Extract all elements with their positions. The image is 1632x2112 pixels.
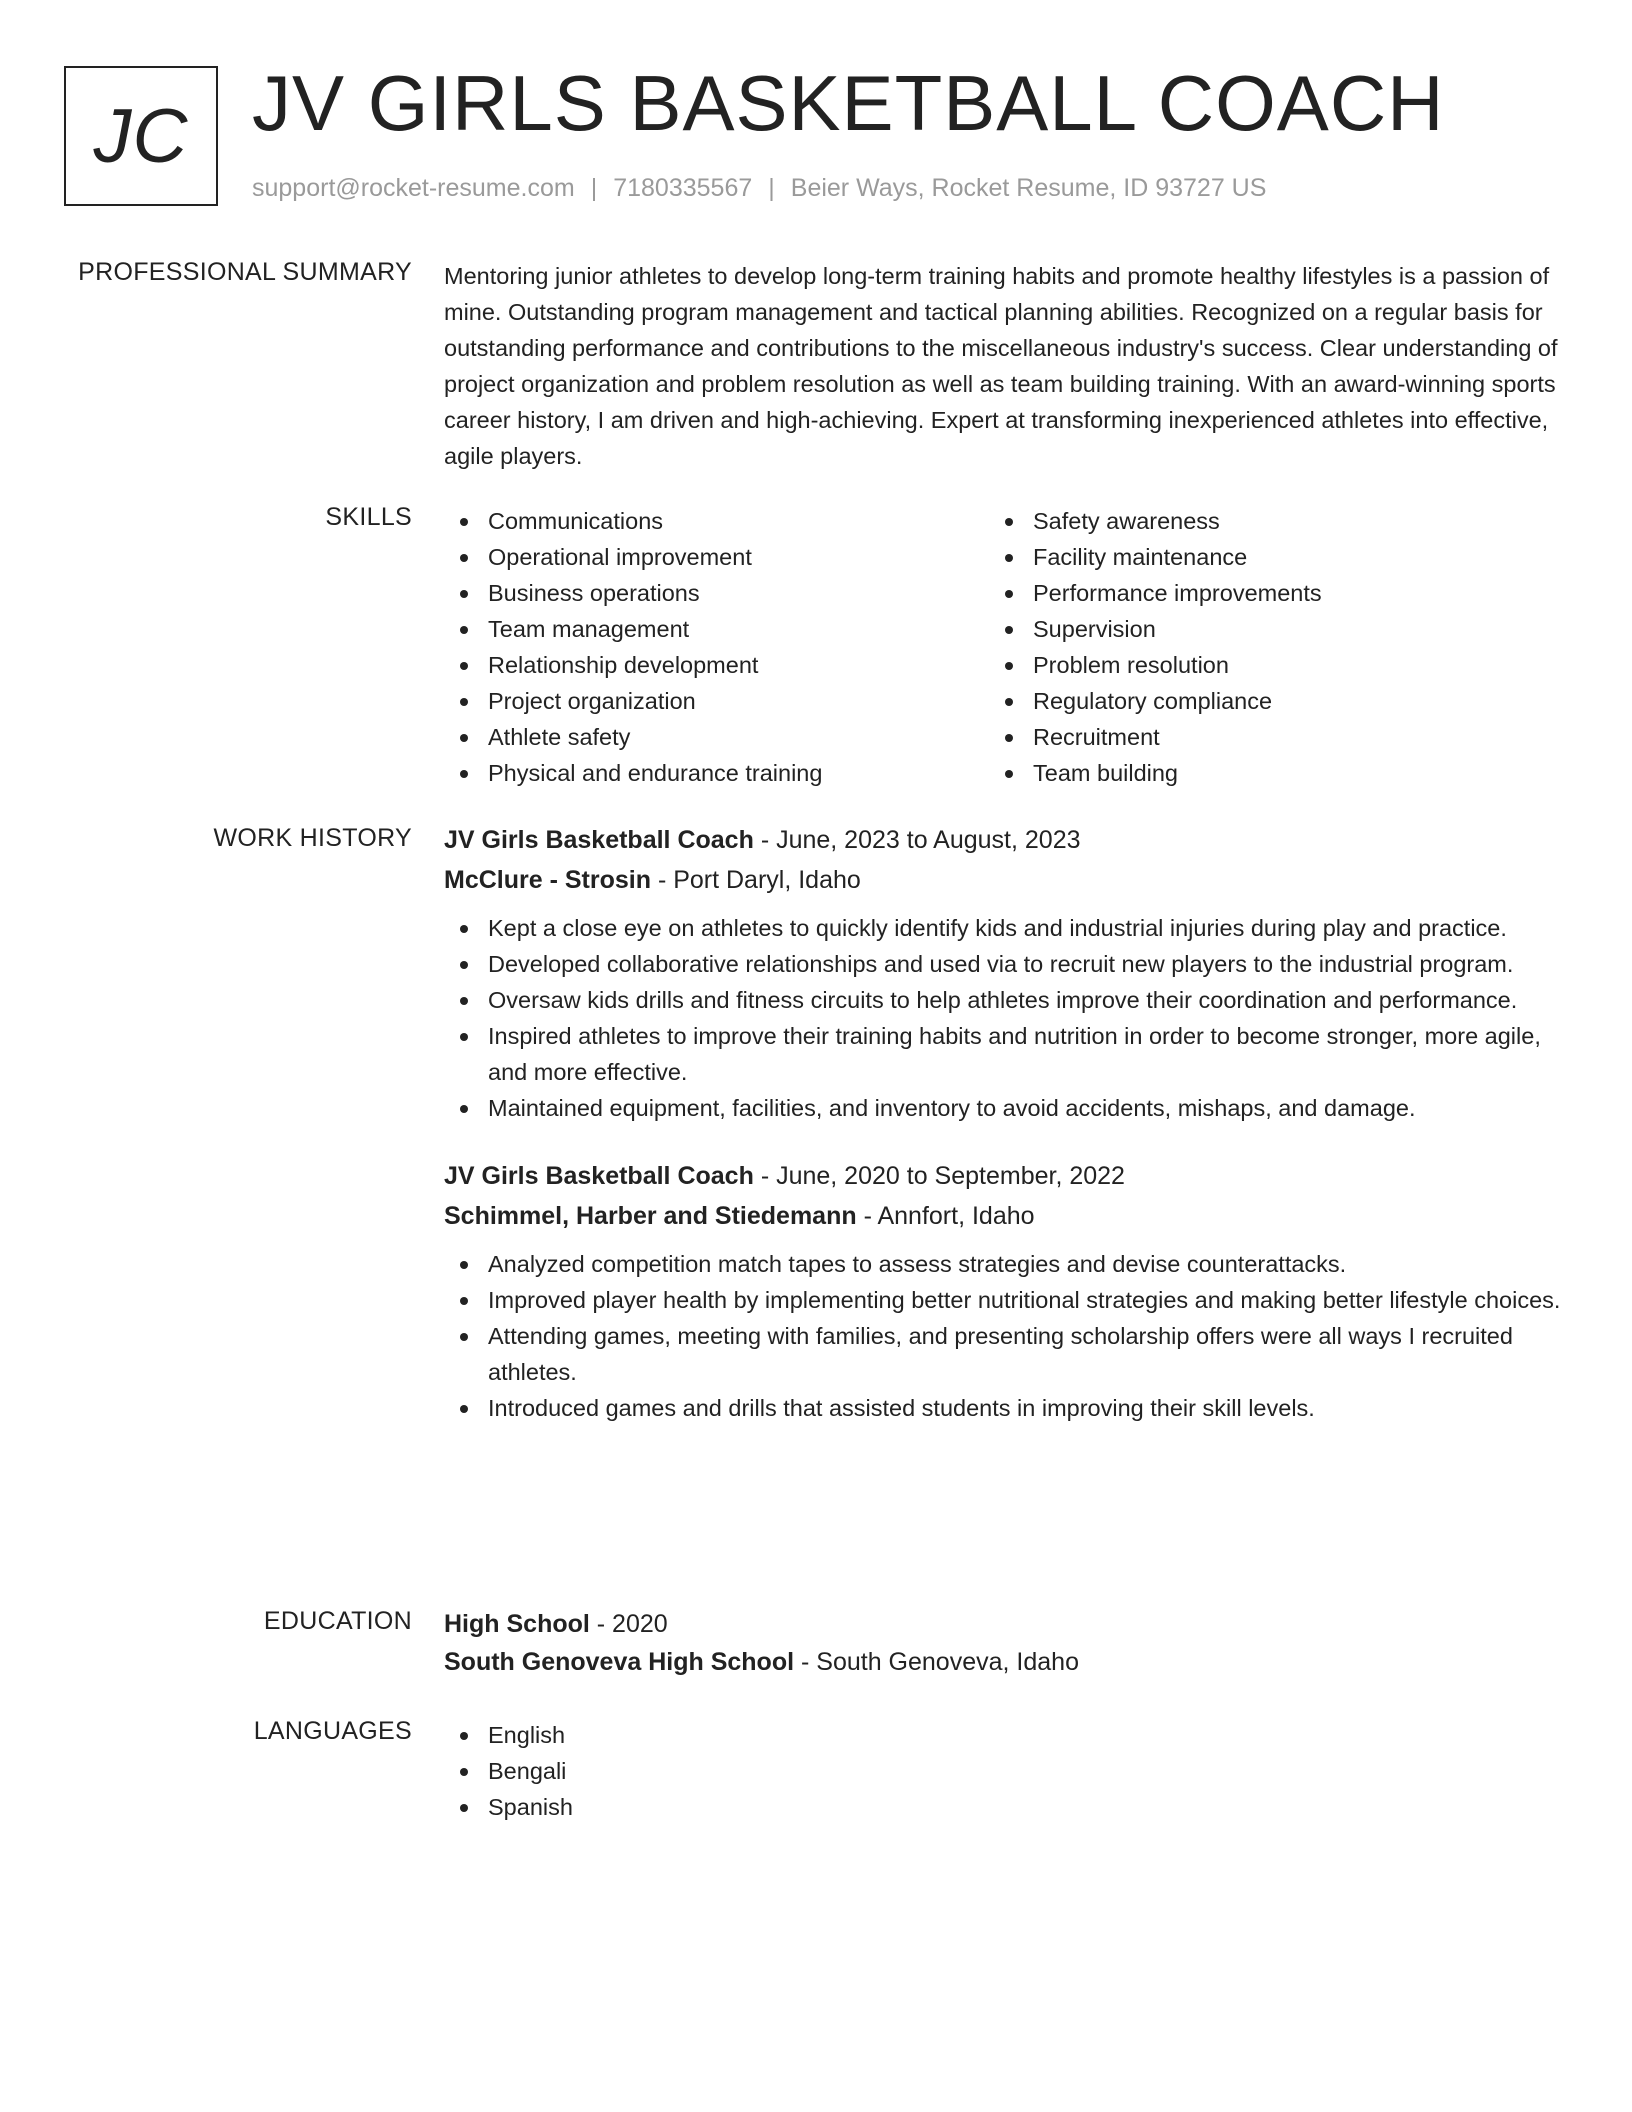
education-location: - South Genoveva, Idaho [801, 1648, 1079, 1676]
contact-line [252, 174, 1266, 203]
skill-item-text: Performance improvements [1033, 580, 1322, 606]
skill-item [444, 611, 989, 647]
job-bullet [444, 1390, 1562, 1426]
bullet-dot-icon [460, 626, 468, 634]
language-item-text: Spanish [488, 1794, 573, 1820]
job-bullet [444, 946, 1562, 982]
skill-item [989, 575, 1534, 611]
skill-item [444, 647, 989, 683]
section-label-work: WORK HISTORY [213, 824, 412, 852]
education-school-line [444, 1643, 1562, 1681]
skill-item [444, 539, 989, 575]
bullet-dot-icon [460, 1297, 468, 1305]
summary-body [444, 258, 1562, 474]
skills-list-left [444, 503, 989, 791]
job-title-line [444, 1156, 1562, 1196]
bullet-dot-icon [460, 1261, 468, 1269]
bullet-dot-icon [1005, 518, 1013, 526]
bullet-dot-icon [1005, 734, 1013, 742]
job-bullet [444, 1246, 1562, 1282]
skill-item-text: Relationship development [488, 652, 759, 678]
skill-item-text: Physical and endurance training [488, 760, 823, 786]
contact-email[interactable]: support@rocket-resume.com [252, 174, 575, 202]
skill-item-text: Safety awareness [1033, 508, 1220, 534]
job-entry [444, 820, 1562, 1126]
language-item-text: English [488, 1722, 566, 1748]
job-bullet-text: Developed collaborative relationships and used via to recruit new players to the industrial program. [488, 951, 1514, 977]
bullet-dot-icon [460, 925, 468, 933]
skill-item-text: Project organization [488, 688, 696, 714]
skill-item-text: Regulatory compliance [1033, 688, 1273, 714]
bullet-dot-icon [460, 1768, 468, 1776]
contact-separator: | [590, 174, 598, 202]
skill-item-text: Supervision [1033, 616, 1156, 642]
section-label-summary: PROFESSIONAL SUMMARY [78, 258, 412, 286]
job-bullet-text: Attending games, meeting with families, and presenting scholarship offers were all ways I recruited athletes. [488, 1323, 1513, 1385]
education-degree-line [444, 1605, 1562, 1643]
job-bullet-text: Maintained equipment, facilities, and inventory to avoid accidents, mishaps, and damage. [488, 1095, 1416, 1121]
education-body [444, 1605, 1562, 1681]
bullet-dot-icon [1005, 554, 1013, 562]
job-bullet [444, 1090, 1562, 1126]
job-location: - Port Daryl, Idaho [657, 866, 861, 894]
job-entry [444, 1156, 1562, 1426]
bullet-dot-icon [460, 961, 468, 969]
language-item [444, 1717, 1562, 1753]
job-bullet-text: Introduced games and drills that assisted students in improving their skill levels. [488, 1395, 1315, 1421]
bullet-dot-icon [460, 590, 468, 598]
job-bullet-text: Inspired athletes to improve their training habits and nutrition in order to become stronger, more agile, and more effective. [488, 1023, 1541, 1085]
bullet-dot-icon [460, 1105, 468, 1113]
job-dates: - June, 2020 to September, 2022 [760, 1162, 1125, 1190]
job-company-line [444, 860, 1562, 900]
education-degree: High School [444, 1610, 590, 1638]
skill-item-text: Problem resolution [1033, 652, 1229, 678]
skill-item [444, 755, 989, 791]
bullet-dot-icon [460, 1804, 468, 1812]
monogram-box [64, 66, 218, 206]
education-school: South Genoveva High School [444, 1648, 795, 1676]
language-item [444, 1753, 1562, 1789]
skill-item-text: Team building [1033, 760, 1179, 786]
job-bullet-text: Oversaw kids drills and fitness circuits to help athletes improve their coordination and performance. [488, 987, 1518, 1013]
skill-item-text: Team management [488, 616, 690, 642]
education-year: - 2020 [596, 1610, 668, 1638]
skill-item [989, 755, 1534, 791]
skill-item [989, 503, 1534, 539]
skills-list-right [989, 503, 1534, 791]
section-label-languages: LANGUAGES [253, 1717, 412, 1745]
language-item [444, 1789, 1562, 1825]
skill-item [444, 683, 989, 719]
bullet-dot-icon [460, 518, 468, 526]
job-company: Schimmel, Harber and Stiedemann [444, 1202, 857, 1230]
bullet-dot-icon [460, 1033, 468, 1041]
skill-item-text: Communications [488, 508, 664, 534]
bullet-dot-icon [460, 997, 468, 1005]
bullet-dot-icon [460, 734, 468, 742]
job-title: JV Girls Basketball Coach [444, 826, 754, 854]
skills-body [444, 503, 1562, 791]
job-bullet [444, 910, 1562, 946]
languages-list [444, 1717, 1562, 1825]
bullet-dot-icon [1005, 662, 1013, 670]
skill-item [989, 719, 1534, 755]
job-bullet [444, 1282, 1562, 1318]
bullet-dot-icon [460, 770, 468, 778]
job-bullets [444, 1246, 1562, 1426]
job-bullet [444, 1018, 1562, 1090]
job-bullet [444, 1318, 1562, 1390]
skill-item-text: Business operations [488, 580, 700, 606]
bullet-dot-icon [460, 1732, 468, 1740]
work-body [444, 820, 1562, 1426]
skill-item [989, 611, 1534, 647]
skill-item-text: Recruitment [1033, 724, 1160, 750]
job-bullet-text: Improved player health by implementing better nutritional strategies and making better lifestyle choices. [488, 1287, 1561, 1313]
job-company-line [444, 1196, 1562, 1236]
section-label-education: EDUCATION [263, 1607, 412, 1635]
language-item-text: Bengali [488, 1758, 567, 1784]
monogram-initials: JC [93, 93, 189, 179]
job-bullets [444, 910, 1562, 1126]
resume-title: JV GIRLS BASKETBALL COACH [252, 59, 1445, 147]
skill-item [989, 647, 1534, 683]
bullet-dot-icon [1005, 626, 1013, 634]
bullet-dot-icon [460, 662, 468, 670]
job-dates: - June, 2023 to August, 2023 [760, 826, 1081, 854]
contact-phone[interactable]: 7180335567 [613, 174, 753, 202]
bullet-dot-icon [1005, 698, 1013, 706]
summary-text: Mentoring junior athletes to develop long-term training habits and promote healthy lifestyles is a passion of mine. Outstanding program management and tactical planning abilities. Recognized on a regular basis for outstanding performance and contributions to the miscellaneous industry's success. Clear understanding of project organization and problem resolution as well as team building training. With an award-winning sports career history, I am driven and high-achieving. Expert at transforming inexperienced athletes into effective, agile players. [444, 263, 1558, 469]
job-bullet [444, 982, 1562, 1018]
skill-item-text: Facility maintenance [1033, 544, 1248, 570]
skill-item [989, 539, 1534, 575]
bullet-dot-icon [460, 1405, 468, 1413]
contact-separator: | [768, 174, 775, 202]
job-company: McClure - Strosin [444, 866, 651, 894]
skill-item-text: Athlete safety [488, 724, 631, 750]
skill-item [989, 683, 1534, 719]
bullet-dot-icon [1005, 770, 1013, 778]
bullet-dot-icon [460, 1333, 468, 1341]
skill-item [444, 503, 989, 539]
job-bullet-text: Analyzed competition match tapes to assess strategies and devise counterattacks. [488, 1251, 1347, 1277]
skill-item [444, 719, 989, 755]
section-label-skills: SKILLS [325, 503, 412, 531]
job-title-line [444, 820, 1562, 860]
bullet-dot-icon [460, 554, 468, 562]
languages-body [444, 1717, 1562, 1825]
bullet-dot-icon [1005, 590, 1013, 598]
job-location: - Annfort, Idaho [863, 1202, 1035, 1230]
skill-item [444, 575, 989, 611]
skill-item-text: Operational improvement [488, 544, 752, 570]
skills-columns [444, 503, 1562, 791]
job-title: JV Girls Basketball Coach [444, 1162, 754, 1190]
contact-address: Beier Ways, Rocket Resume, ID 93727 US [790, 174, 1267, 202]
bullet-dot-icon [460, 698, 468, 706]
job-bullet-text: Kept a close eye on athletes to quickly identify kids and industrial injuries during play and practice. [488, 915, 1507, 941]
